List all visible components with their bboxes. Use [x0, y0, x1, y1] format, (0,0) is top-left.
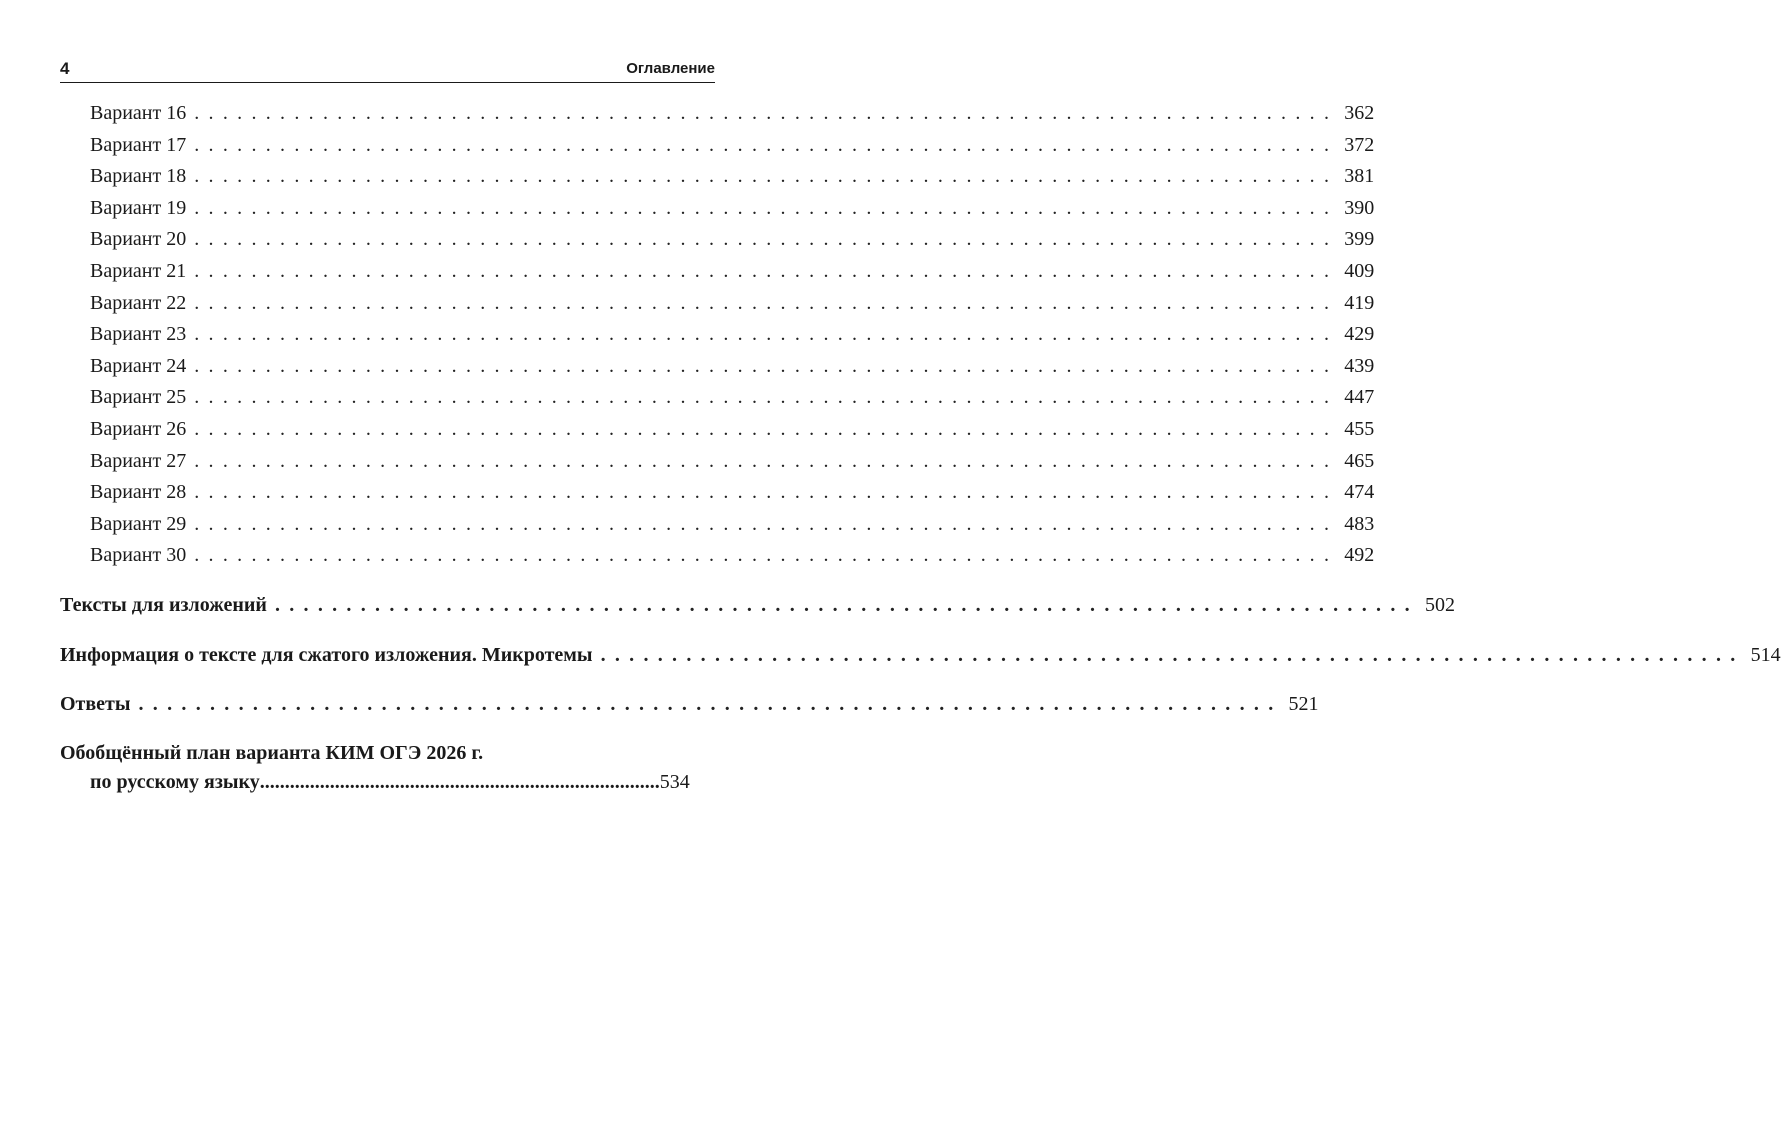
page-number: 4 [60, 59, 70, 78]
dot-leader: ................................................................................ [194, 228, 1339, 251]
toc-entry-label-continuation: по русскому языку [90, 770, 260, 793]
toc-entry-info[interactable] [60, 640, 1781, 672]
dot-leader: ................................................................................ [194, 417, 1339, 440]
toc-entry-variant-21[interactable] [60, 256, 1375, 288]
toc-entry-label: Вариант 25 [90, 386, 187, 409]
toc-entry-page: 390 [1344, 196, 1375, 219]
dot-leader: ................................................................................ [194, 354, 1339, 377]
dot-leader: ................................................................................ [194, 449, 1339, 472]
toc-entry-page: 372 [1344, 133, 1375, 156]
dot-leader: ................................................................................ [194, 102, 1339, 124]
toc-entry-label: Вариант 26 [90, 417, 187, 440]
toc-entry-label: Вариант 28 [90, 481, 187, 504]
toc-entry-variant-18[interactable] [60, 161, 1375, 193]
dot-leader: ................................................................................ [194, 512, 1339, 535]
toc-entry-answers[interactable] [60, 689, 1319, 721]
toc-entry-variant-19[interactable] [60, 193, 1375, 225]
toc-entry-label: Вариант 17 [90, 133, 187, 156]
toc-entry-variant-28[interactable] [60, 477, 1375, 509]
dot-leader: ................................................................................ [194, 481, 1339, 504]
toc-entry-variant-20[interactable] [60, 224, 1375, 256]
toc-entry-page: 381 [1344, 165, 1375, 188]
page-header [60, 56, 715, 83]
dot-leader: ................................................................................ [194, 196, 1339, 219]
toc-entry-label: Тексты для изложений [60, 593, 267, 616]
dot-leader: ................................................................................ [194, 323, 1339, 346]
toc-entry-label: Вариант 16 [90, 102, 187, 124]
toc-entry-label: Вариант 18 [90, 165, 187, 188]
toc-entry-page: 474 [1344, 481, 1375, 504]
toc-entry-variant-25[interactable] [60, 382, 1375, 414]
toc-entry-page: 492 [1344, 544, 1375, 567]
table-of-contents [60, 98, 1781, 797]
toc-entry-page: 483 [1344, 512, 1375, 535]
toc-entry-label: Вариант 24 [90, 354, 187, 377]
toc-entry-page: 399 [1344, 228, 1375, 251]
toc-entry-label: Вариант 27 [90, 449, 187, 472]
toc-entry-texts[interactable] [60, 590, 1455, 622]
toc-entry-variant-23[interactable] [60, 319, 1375, 351]
toc-entry-page: 409 [1344, 259, 1375, 282]
toc-entry-label: Обобщённый план варианта КИМ ОГЭ 2026 г. [60, 741, 484, 764]
dot-leader: ................................................................................ [259, 770, 660, 793]
toc-entry-variant-26[interactable] [60, 414, 1375, 446]
toc-entry-label: Ответы [60, 693, 131, 716]
toc-entry-plan[interactable] [60, 739, 715, 797]
toc-entry-label: Вариант 23 [90, 323, 187, 346]
toc-entry-page: 419 [1344, 291, 1375, 314]
dot-leader: ................................................................................ [194, 544, 1339, 567]
toc-entry-page: 455 [1344, 417, 1375, 440]
toc-entry-page: 362 [1344, 102, 1375, 124]
dot-leader: ................................................................................ [194, 259, 1339, 282]
toc-entry-variant-22[interactable] [60, 288, 1375, 320]
toc-entry-page: 465 [1344, 449, 1375, 472]
toc-entry-variant-17[interactable] [60, 130, 1375, 162]
toc-entry-page: 502 [1424, 593, 1455, 616]
dot-leader: ................................................................................ [194, 386, 1339, 409]
toc-entry-label: Информация о тексте для сжатого изложения. Микротемы [60, 643, 593, 666]
toc-entry-label: Вариант 30 [90, 544, 187, 567]
running-title: Оглавление [626, 60, 715, 77]
toc-entry-variant-30[interactable] [60, 540, 1375, 572]
dot-leader: ................................................................................ [194, 165, 1339, 188]
toc-entry-variant-27[interactable] [60, 446, 1375, 478]
dot-leader: ................................................................................ [274, 593, 1419, 616]
dot-leader: ................................................................................ [600, 643, 1745, 666]
toc-entry-variant-24[interactable] [60, 351, 1375, 383]
toc-entry-label: Вариант 21 [90, 259, 187, 282]
toc-entry-variant-16[interactable] [60, 98, 1375, 130]
toc-entry-page: 429 [1344, 323, 1375, 346]
toc-entry-page: 534 [659, 770, 690, 793]
toc-entry-label: Вариант 19 [90, 196, 187, 219]
toc-entry-page: 521 [1288, 693, 1319, 716]
toc-entry-page: 439 [1344, 354, 1375, 377]
toc-entry-page: 514 [1750, 643, 1781, 666]
dot-leader: ................................................................................ [194, 133, 1339, 156]
toc-entry-label: Вариант 20 [90, 228, 187, 251]
toc-entry-label: Вариант 22 [90, 291, 187, 314]
dot-leader: ................................................................................ [138, 693, 1283, 716]
toc-entry-label: Вариант 29 [90, 512, 187, 535]
toc-entry-page: 447 [1344, 386, 1375, 409]
dot-leader: ................................................................................ [194, 291, 1339, 314]
toc-entry-variant-29[interactable] [60, 509, 1375, 541]
